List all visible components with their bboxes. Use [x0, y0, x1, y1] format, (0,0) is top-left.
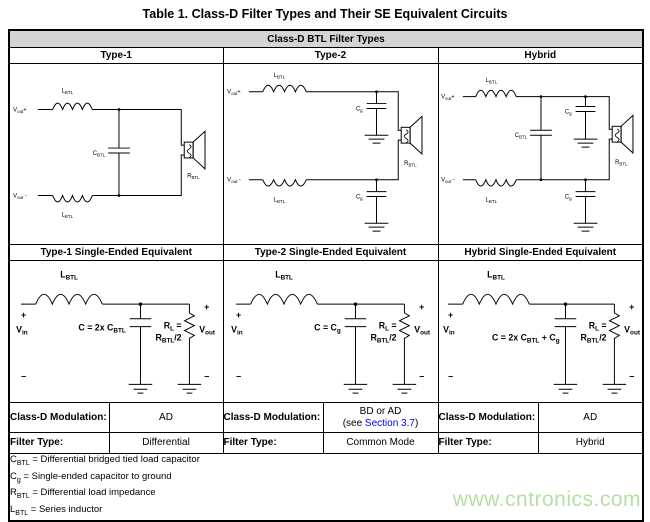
- label-load-resistance: $R_{BTL}/2$: [155, 332, 182, 345]
- label-minus: −: [418, 371, 424, 382]
- speaker-icon: [612, 115, 633, 153]
- label-vout-plus: $V_{out}+$: [13, 107, 27, 114]
- footnote-text: = Series inductor: [28, 503, 103, 515]
- label-lbtl: $L_{BTL}$: [60, 269, 79, 282]
- label-plus: +: [235, 309, 241, 320]
- watermark: www.cntronics.com: [452, 488, 641, 511]
- footnote-subscript: g: [16, 476, 21, 484]
- resistor-symbol: [609, 304, 619, 384]
- label-vout-minus: $V_{out}$ -: [226, 177, 241, 185]
- junction-dot: [375, 178, 378, 181]
- junction-dot: [139, 302, 143, 306]
- label-vout: $V_{out}$: [623, 324, 640, 337]
- inductor-symbol: [250, 294, 317, 304]
- modulation-value-type1: AD: [109, 403, 223, 433]
- label-rbtl: $R_{BTL}$: [403, 160, 417, 168]
- junction-dot: [584, 178, 587, 181]
- capacitor-symbol: [366, 90, 386, 223]
- group-header-row: [9, 30, 643, 48]
- label-plus: +: [628, 301, 634, 312]
- inductor-symbol: [262, 85, 306, 186]
- filter-value-type1: Differential: [109, 433, 223, 454]
- label-vout-plus: $V_{out}+$: [226, 89, 241, 97]
- label-minus: −: [204, 371, 210, 382]
- column-header-type1-se: Type-1 Single-Ended Equivalent: [9, 245, 223, 261]
- label-lbtl: $L_{BTL}$: [273, 72, 285, 80]
- column-header-type2: Type-2: [223, 48, 438, 64]
- label-vout-plus: $V_{out}+$: [440, 94, 455, 102]
- label-lbtl: $L_{BTL}$: [273, 197, 285, 204]
- hybrid-btl-cell: [438, 64, 643, 245]
- modulation-value-hybrid: AD: [538, 403, 643, 433]
- modulation-value-line: BD or AD: [359, 405, 402, 417]
- label-load-resistance: $R_{BTL}/2$: [580, 332, 607, 345]
- modulation-note: [324, 418, 438, 430]
- column-header-type2-se: Type-2 Single-Ended Equivalent: [223, 245, 438, 261]
- label-cbtl: $C_{BTL}$: [514, 133, 527, 140]
- ground-symbol: [343, 384, 415, 393]
- footnote-text: = Differential load impedance: [29, 487, 156, 499]
- footnote-text: = Differential bridged tied load capacitor: [29, 454, 200, 465]
- footnote-symbol: C: [10, 470, 17, 482]
- footnote-cbtl: [10, 454, 642, 471]
- type2-se-circuit-diagram: [225, 262, 437, 401]
- label-cg: $C_g$: [355, 194, 363, 201]
- speaker-icon: [184, 131, 205, 169]
- wires: [38, 110, 184, 196]
- footnote-text: = Single-ended capacitor to ground: [20, 470, 172, 482]
- inductor-symbol: [36, 294, 103, 304]
- capacitor-symbol: [530, 95, 595, 223]
- group-header: Class-D BTL Filter Types: [9, 30, 643, 48]
- label-rbtl: $R_{BTL}$: [187, 173, 200, 181]
- filter-type-row: [9, 433, 643, 454]
- label-minus: −: [447, 371, 453, 382]
- label-plus: +: [418, 301, 424, 312]
- hybrid-se-cell: [438, 261, 643, 403]
- note-prefix: (see: [342, 417, 365, 429]
- inductor-symbol: [475, 90, 516, 186]
- label-load-resistance: $R_L$ =: [163, 320, 182, 333]
- label-minus: −: [21, 371, 27, 382]
- junction-dot: [118, 194, 121, 197]
- label-lbtl: $L_{BTL}$: [274, 269, 293, 282]
- junction-dot: [353, 302, 357, 306]
- resistor-symbol: [185, 304, 195, 384]
- junction-dot: [584, 95, 587, 98]
- footnote-subscript: BTL: [15, 509, 29, 517]
- junction-dot: [375, 90, 378, 93]
- label-lbtl: $L_{BTL}$: [61, 88, 74, 96]
- label-vout-minus: $V_{out}$ -: [440, 177, 455, 185]
- column-header-type1: Type-1: [9, 48, 223, 64]
- label-vin: $V_{in}$: [442, 324, 455, 337]
- label-lbtl: $L_{BTL}$: [485, 77, 497, 85]
- junction-dot: [118, 108, 121, 111]
- label-cg: $C_g$: [355, 106, 363, 113]
- label-minus: −: [235, 371, 241, 382]
- label-cg: $C_g$: [564, 109, 572, 116]
- section-link[interactable]: Section 3.7: [364, 417, 415, 429]
- label-vout: $V_{out}$: [199, 324, 216, 337]
- label-load-resistance: $R_L$ =: [588, 320, 607, 333]
- modulation-label-cell: Class-D Modulation:: [9, 403, 109, 433]
- filter-label-cell: Filter Type:: [9, 433, 109, 454]
- filter-label-cell: Filter Type:: [223, 433, 323, 454]
- ground-symbol: [553, 384, 625, 393]
- type1-se-cell: [9, 261, 223, 403]
- btl-header-row: [9, 48, 643, 64]
- label-lbtl: $L_{BTL}$: [486, 269, 505, 282]
- wires: [463, 97, 612, 180]
- type1-se-circuit-diagram: [10, 262, 222, 401]
- label-cbtl: $C_{BTL}$: [92, 150, 106, 158]
- label-plus: +: [21, 309, 27, 320]
- filter-value-hybrid: Hybrid: [538, 433, 643, 454]
- junction-dot: [539, 178, 542, 181]
- footnote-symbol: C: [10, 454, 17, 465]
- label-capacitance-formula: $C = C_g$: [313, 322, 341, 335]
- capacitor-symbol: [130, 302, 152, 384]
- footnote-subscript: BTL: [16, 493, 30, 501]
- resistor-symbol: [399, 304, 409, 384]
- filter-label-cell: Filter Type:: [438, 433, 538, 454]
- ground-symbol: [129, 384, 201, 393]
- junction-dot: [563, 302, 567, 306]
- type1-btl-circuit-diagram: [10, 65, 222, 243]
- btl-circuits-row: [9, 64, 643, 245]
- label-vout-minus: $V_{out}$ -: [13, 193, 28, 200]
- label-load-resistance: $R_L$ =: [378, 320, 397, 333]
- label-cg: $C_g$: [564, 194, 572, 201]
- label-lbtl: $L_{BTL}$: [485, 197, 497, 204]
- filter-value-type2: Common Mode: [323, 433, 438, 454]
- page-title: Table 1. Class-D Filter Types and Their SE Equivalent Circuits: [142, 7, 508, 21]
- footnote-symbol: R: [10, 487, 17, 499]
- modulation-value-type2: [323, 403, 438, 433]
- footnote-subscript: BTL: [16, 459, 30, 467]
- type2-btl-circuit-diagram: [225, 65, 437, 243]
- wires: [248, 92, 400, 180]
- column-header-hybrid: Hybrid: [438, 48, 643, 64]
- footnote-symbol: L: [10, 503, 16, 515]
- label-capacitance-formula: C = 2x $C_{BTL}$: [78, 322, 127, 335]
- label-plus: +: [447, 309, 453, 320]
- modulation-label-cell: Class-D Modulation:: [223, 403, 323, 433]
- modulation-row: [9, 403, 643, 433]
- type2-btl-cell: [223, 64, 438, 245]
- filter-types-table: [8, 29, 644, 522]
- label-minus: −: [628, 371, 634, 382]
- se-header-row: [9, 245, 643, 261]
- label-vout: $V_{out}$: [413, 324, 430, 337]
- footnote-cg: [10, 471, 642, 488]
- type2-se-cell: [223, 261, 438, 403]
- label-plus: +: [204, 301, 210, 312]
- label-vin: $V_{in}$: [16, 324, 28, 337]
- speaker-icon: [401, 116, 422, 154]
- label-lbtl: $L_{BTL}$: [61, 212, 74, 219]
- label-vin: $V_{in}$: [230, 324, 243, 337]
- inductor-symbol: [53, 103, 93, 202]
- junction-dot: [539, 95, 542, 98]
- capacitor-symbol: [108, 108, 130, 197]
- se-circuits-row: [9, 261, 643, 403]
- capacitor-symbol: [344, 302, 366, 384]
- note-suffix: ): [414, 417, 419, 429]
- label-capacitance-formula: C = 2x $C_{BTL} + C_g$: [491, 332, 560, 345]
- column-header-hybrid-se: Hybrid Single-Ended Equivalent: [438, 245, 643, 261]
- hybrid-btl-circuit-diagram: [439, 65, 642, 243]
- hybrid-se-circuit-diagram: [439, 262, 642, 401]
- type1-btl-cell: [9, 64, 223, 245]
- modulation-label-cell: Class-D Modulation:: [438, 403, 538, 433]
- label-load-resistance: $R_{BTL}/2$: [370, 332, 397, 345]
- inductor-symbol: [462, 294, 529, 304]
- label-rbtl: $R_{BTL}$: [614, 159, 628, 167]
